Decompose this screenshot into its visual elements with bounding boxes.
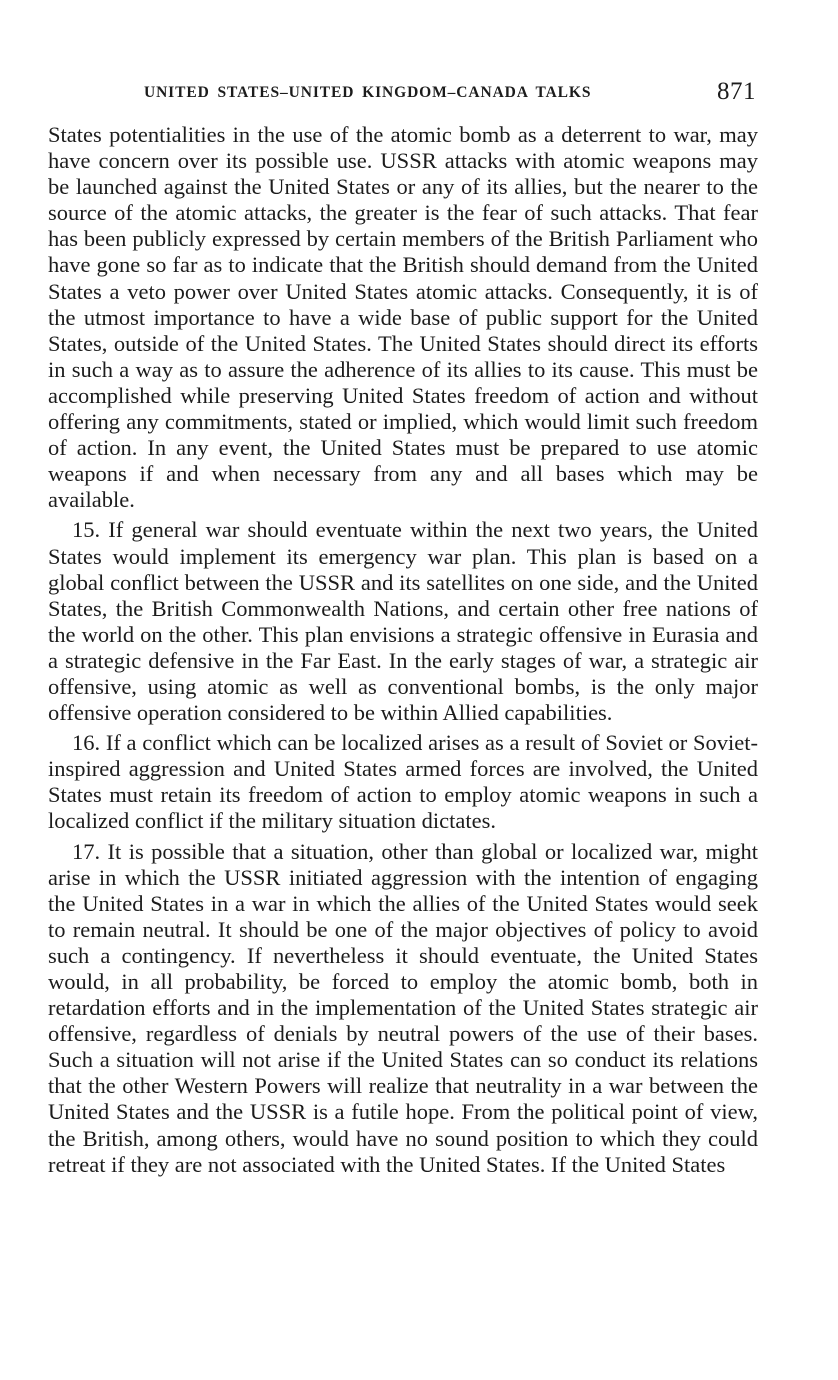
document-page <box>48 78 758 1178</box>
body-text <box>48 122 758 1178</box>
paragraph-17: 17. It is possible that a situation, other than global or localized war, might arise in which the USSR initiated aggression with the intention of engaging the United States in a war in which the allies of the United States would seek to remain neutral. It should be one of the major objectives of policy to avoid such a contingency. If nevertheless it should eventuate, the United States would, in all probability, be forced to employ the atomic bomb, both in retardation efforts and in the implementation of the United States strategic air offensive, regardless of denials by neutral powers of the use of their bases. Such a situation will not arise if the United States can so conduct its relations that the other Western Powers will realize that neutrality in a war between the United States and the USSR is a futile hope. From the political point of view, the British, among others, would have no sound position to which they could retreat if they are not associated with the United States. If the United States <box>48 838 758 1177</box>
paragraph-continuation: States potentialities in the use of the atomic bomb as a deterrent to war, may have concern over its possible use. USSR attacks with atomic weapons may be launched against the United States or any of its allies, but the nearer to the source of the atomic attacks, the greater is the fear of such attacks. That fear has been publicly expressed by certain members of the British Parliament who have gone so far as to indicate that the British should demand from the United States a veto power over United States atomic attacks. Consequently, it is of the utmost importance to have a wide base of public support for the United States, outside of the United States. The United States should direct its efforts in such a way as to assure the adherence of its allies to its cause. This must be accomplished while preserving United States freedom of action and without offering any commitments, stated or implied, which would limit such freedom of action. In any event, the United States must be prepared to use atomic weapons if and when necessary from any and all bases which may be available. <box>48 122 758 513</box>
paragraph-16: 16. If a conflict which can be localized arises as a result of Soviet or Soviet-inspired aggression and United States armed forces are involved, the United States must retain its freedom of action to employ atomic weapons in such a localized conflict if the military situation dictates. <box>48 730 758 834</box>
running-header <box>48 78 758 122</box>
paragraph-15: 15. If general war should eventuate within the next two years, the United States would implement its emergency war plan. This plan is based on a global conflict between the USSR and its satellites on one side, and the United States, the British Commonwealth Nations, and certain other free nations of the world on the other. This plan envisions a strategic offensive in Eurasia and a strategic defensive in the Far East. In the early stages of war, a strategic air offensive, using atomic as well as conventional bombs, is the only major offensive operation considered to be within Allied capabilities. <box>48 517 758 726</box>
running-title: UNITED STATES–UNITED KINGDOM–CANADA TALKS <box>144 84 592 101</box>
page-number: 871 <box>717 78 756 105</box>
